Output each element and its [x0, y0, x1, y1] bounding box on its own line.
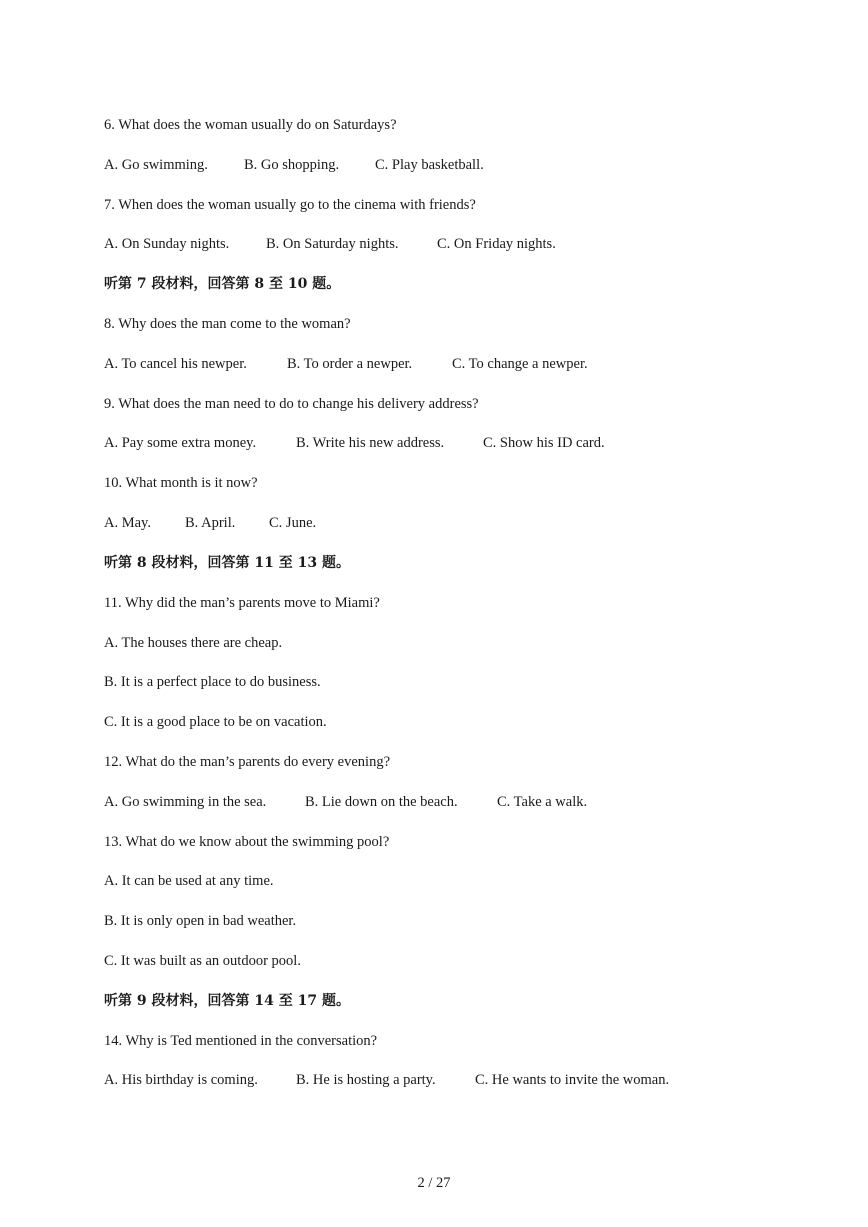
question-14: 14. Why is Ted mentioned in the conversation? — [104, 1033, 378, 1049]
option-c: C. Play basketball. — [375, 157, 484, 173]
question-11-option-c: C. It is a good place to be on vacation. — [104, 714, 327, 730]
option-b: B. To order a newper. — [287, 356, 413, 372]
question-6: 6. What does the woman usually do on Saturdays? — [104, 117, 397, 133]
question-11: 11. Why did the man’s parents move to Miami? — [104, 595, 380, 611]
question-11-option-a: A. The houses there are cheap. — [104, 635, 283, 651]
question-13-option-a: A. It can be used at any time. — [104, 873, 274, 889]
question-10: 10. What month is it now? — [104, 475, 258, 491]
question-9: 9. What does the man need to do to change his delivery address? — [104, 396, 479, 412]
question-10-options — [104, 514, 316, 532]
option-b: B. Lie down on the beach. — [305, 794, 458, 810]
option-c: C. On Friday nights. — [437, 236, 556, 252]
option-c: C. He wants to invite the woman. — [475, 1072, 670, 1088]
question-7-options — [104, 235, 556, 253]
option-b: B. Go shopping. — [244, 157, 340, 173]
option-a: A. His birthday is coming. — [104, 1072, 258, 1088]
question-12-options — [104, 793, 587, 811]
option-a: A. Go swimming in the sea. — [104, 794, 267, 810]
option-a: A. Go swimming. — [104, 157, 208, 173]
page-number: 2 / 27 — [417, 1175, 451, 1191]
option-c: C. Take a walk. — [497, 794, 588, 810]
question-13: 13. What do we know about the swimming pool? — [104, 834, 390, 850]
question-13-option-b: B. It is only open in bad weather. — [104, 913, 297, 929]
option-b: B. Write his new address. — [296, 435, 445, 451]
question-13-option-c: C. It was built as an outdoor pool. — [104, 953, 301, 969]
question-6-options — [104, 156, 484, 174]
question-8-options — [104, 355, 588, 373]
option-b: B. On Saturday nights. — [266, 236, 399, 252]
question-12: 12. What do the man’s parents do every evening? — [104, 754, 391, 770]
option-c: C. To change a newper. — [452, 356, 588, 372]
option-c: C. June. — [269, 515, 317, 531]
option-b: B. He is hosting a party. — [296, 1072, 436, 1088]
question-11-option-b: B. It is a perfect place to do business. — [104, 674, 321, 690]
option-b: B. April. — [185, 515, 236, 531]
section-heading-7: 听第 7 段材料，回答第 8 至 10 题。 — [104, 276, 341, 292]
option-a: A. May. — [104, 515, 151, 531]
question-14-options — [104, 1071, 669, 1089]
option-a: A. To cancel his newper. — [104, 356, 247, 372]
option-a: A. On Sunday nights. — [104, 236, 230, 252]
question-9-options — [104, 434, 605, 452]
option-a: A. Pay some extra money. — [104, 435, 257, 451]
question-8: 8. Why does the man come to the woman? — [104, 316, 351, 332]
section-heading-9: 听第 9 段材料，回答第 14 至 17 题。 — [104, 993, 350, 1009]
question-7: 7. When does the woman usually go to the cinema with friends? — [104, 197, 476, 213]
section-heading-8: 听第 8 段材料，回答第 11 至 13 题。 — [104, 555, 350, 571]
option-c: C. Show his ID card. — [483, 435, 605, 451]
